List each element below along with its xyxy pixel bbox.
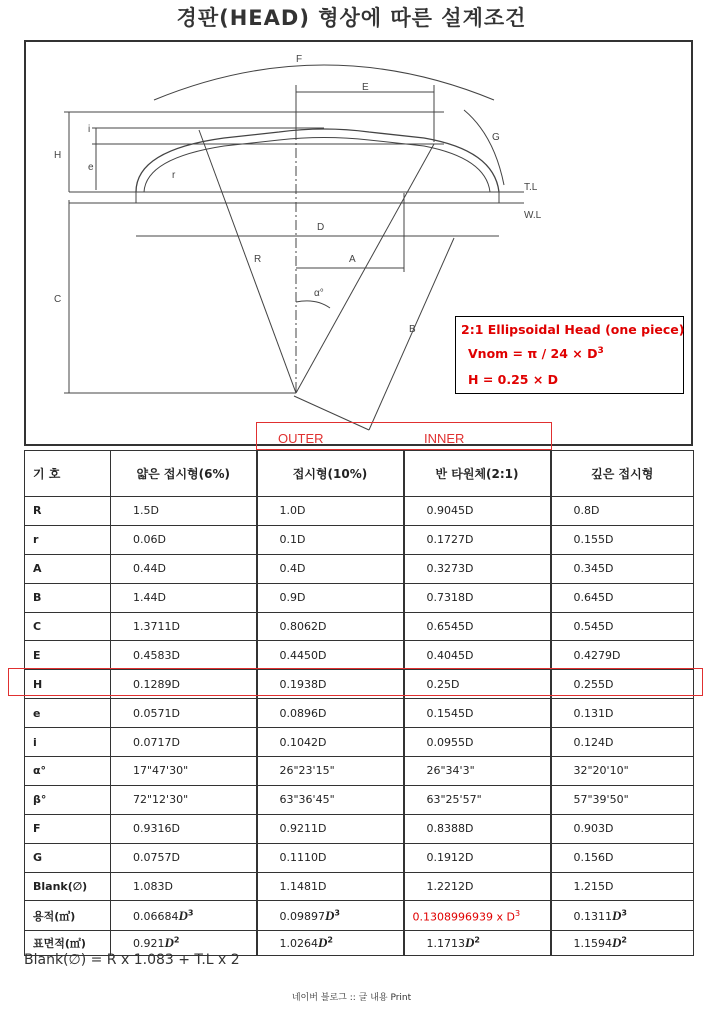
- cell: 0.9045D: [404, 497, 551, 526]
- table-row: [25, 901, 694, 931]
- cell: $0.06684D^3$: [111, 901, 257, 931]
- cell: 0.4279D: [551, 641, 694, 670]
- row-symbol: H: [25, 670, 111, 699]
- cell: 0.1938D: [257, 670, 404, 699]
- area-label: 표면적(㎡): [25, 931, 111, 956]
- row-symbol: F: [25, 814, 111, 843]
- cell: 0.8D: [551, 497, 694, 526]
- cell: 1.44D: [111, 583, 257, 612]
- row-symbol: Blank(∅): [25, 872, 111, 901]
- row-symbol: C: [25, 612, 111, 641]
- cell: 72"12'30": [111, 785, 257, 814]
- table-row: [25, 641, 694, 670]
- table-row: [25, 757, 694, 786]
- cell: 1.0D: [257, 497, 404, 526]
- cell: $0.09897D^3$: [257, 901, 404, 931]
- row-symbol: G: [25, 843, 111, 872]
- label-wl: W.L: [524, 210, 542, 221]
- cell: 0.1289D: [111, 670, 257, 699]
- cell: 0.8388D: [404, 814, 551, 843]
- cell: $1.1594D^2$: [551, 931, 694, 956]
- cell: 0.1D: [257, 525, 404, 554]
- h-row-highlight: [8, 668, 703, 696]
- cell: 0.4045D: [404, 641, 551, 670]
- table-row: [25, 497, 694, 526]
- cell: 1.215D: [551, 872, 694, 901]
- design-conditions-table: [24, 450, 694, 956]
- cell: 0.0717D: [111, 728, 257, 757]
- table-row: [25, 699, 694, 728]
- cell: 1.1481D: [257, 872, 404, 901]
- label-alpha: α°: [314, 288, 324, 299]
- cell: 0.4D: [257, 554, 404, 583]
- label-B: B: [409, 324, 416, 335]
- cell: 26"34'3": [404, 757, 551, 786]
- row-symbol: r: [25, 525, 111, 554]
- header-symbol: 기 호: [25, 451, 111, 497]
- formula-box: [455, 316, 684, 394]
- cell: 0.6545D: [404, 612, 551, 641]
- label-D: D: [317, 222, 325, 233]
- label-E: E: [362, 82, 369, 93]
- cell: 0.0571D: [111, 699, 257, 728]
- cell: 0.3273D: [404, 554, 551, 583]
- outer-label: OUTER: [278, 431, 324, 446]
- cell: 0.155D: [551, 525, 694, 554]
- volume-label: 용적(㎥): [25, 901, 111, 931]
- label-H: H: [54, 150, 62, 161]
- inner-label: INNER: [424, 431, 465, 446]
- table-row: [25, 583, 694, 612]
- row-symbol: E: [25, 641, 111, 670]
- formula-volume: Vnom = $\pi / 24 \times D^3$: [468, 346, 604, 362]
- table-header-row: [25, 451, 694, 497]
- cell: 0.4583D: [111, 641, 257, 670]
- cell: 0.0757D: [111, 843, 257, 872]
- header-deep-dish: 깊은 접시형: [551, 451, 694, 497]
- cell: 0.1545D: [404, 699, 551, 728]
- table-row: [25, 728, 694, 757]
- cell: 0.9211D: [257, 814, 404, 843]
- table-row: [25, 843, 694, 872]
- cell: 1.2212D: [404, 872, 551, 901]
- cell: 0.06D: [111, 525, 257, 554]
- page-title: 경판(HEAD) 형상에 따른 설계조건: [176, 6, 527, 30]
- formula-height: H = 0.25 × D: [468, 372, 559, 387]
- cell: $1.1713D^2$: [404, 931, 551, 956]
- print-footer: 네이버 블로그 :: 글 내용 Print: [291, 993, 412, 1003]
- cell: 32"20'10": [551, 757, 694, 786]
- cell: 0.255D: [551, 670, 694, 699]
- cell: 0.1110D: [257, 843, 404, 872]
- cell: 0.345D: [551, 554, 694, 583]
- cell: $1.0264D^2$: [257, 931, 404, 956]
- cell: 17"47'30": [111, 757, 257, 786]
- row-symbol: B: [25, 583, 111, 612]
- label-F: F: [296, 54, 303, 65]
- table-row: [25, 785, 694, 814]
- cell: 1.3711D: [111, 612, 257, 641]
- row-symbol: β°: [25, 785, 111, 814]
- label-C: C: [54, 294, 62, 305]
- cell: 0.44D: [111, 554, 257, 583]
- cell: 26"23'15": [257, 757, 404, 786]
- table-row: [25, 554, 694, 583]
- row-symbol: A: [25, 554, 111, 583]
- cell: 1.5D: [111, 497, 257, 526]
- table-row: [25, 872, 694, 901]
- label-i: i: [88, 124, 91, 135]
- cell: 0.545D: [551, 612, 694, 641]
- header-dish: 접시형(10%): [257, 451, 404, 497]
- cell: $0.1311D^3$: [551, 901, 694, 931]
- cell: 63"36'45": [257, 785, 404, 814]
- cell: 0.1912D: [404, 843, 551, 872]
- table-row: [25, 814, 694, 843]
- cell: 0.124D: [551, 728, 694, 757]
- table-row: [25, 612, 694, 641]
- cell: 57"39'50": [551, 785, 694, 814]
- label-r: r: [172, 170, 176, 181]
- cell: 0.7318D: [404, 583, 551, 612]
- cell: 0.1727D: [404, 525, 551, 554]
- cell: 0.903D: [551, 814, 694, 843]
- cell: 0.156D: [551, 843, 694, 872]
- header-thin-dish: 얇은 접시형(6%): [111, 451, 257, 497]
- cell: $0.921D^2$: [111, 931, 257, 956]
- row-symbol: R: [25, 497, 111, 526]
- label-R: R: [254, 254, 262, 265]
- label-A: A: [349, 254, 356, 265]
- cell: 1.083D: [111, 872, 257, 901]
- cell: 0.645D: [551, 583, 694, 612]
- cell: 0.0896D: [257, 699, 404, 728]
- cell: 0.8062D: [257, 612, 404, 641]
- cell: 63"25'57": [404, 785, 551, 814]
- row-symbol: α°: [25, 757, 111, 786]
- table-row: [25, 525, 694, 554]
- cell: 0.131D: [551, 699, 694, 728]
- formula-title: 2:1 Ellipsoidal Head (one piece): [461, 322, 685, 337]
- cell: 0.9D: [257, 583, 404, 612]
- label-tl: T.L: [524, 182, 538, 193]
- cell-volume-ellipsoid: 0.1308996939 x $D^3$: [404, 901, 551, 931]
- cell: 0.0955D: [404, 728, 551, 757]
- header-ellipsoid: 반 타원체(2:1): [404, 451, 551, 497]
- row-symbol: i: [25, 728, 111, 757]
- label-e: e: [88, 162, 94, 173]
- label-G: G: [492, 132, 500, 143]
- cell: 0.1042D: [257, 728, 404, 757]
- blank-formula-note: Blank(∅) = R x 1.083 + T.L x 2: [24, 952, 240, 968]
- cell: 0.25D: [404, 670, 551, 699]
- cell: 0.9316D: [111, 814, 257, 843]
- row-symbol: e: [25, 699, 111, 728]
- cell: 0.4450D: [257, 641, 404, 670]
